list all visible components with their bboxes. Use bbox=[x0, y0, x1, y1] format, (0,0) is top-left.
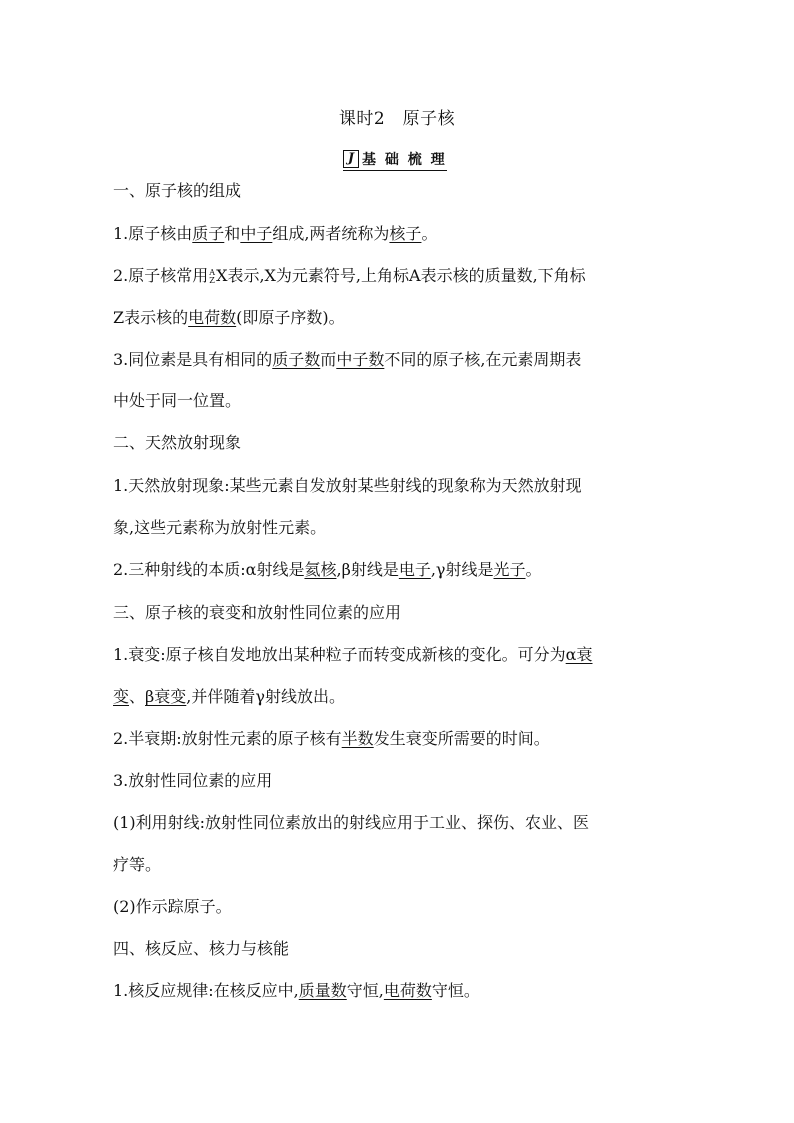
answer-underlined: 质量数 bbox=[298, 981, 347, 1000]
text-segment: 三、原子核的衰变和放射性同位素的应用 bbox=[113, 603, 402, 622]
text-line bbox=[113, 813, 685, 833]
text-segment: ,并伴随着γ射线放出。 bbox=[186, 687, 345, 706]
text-segment: (2)作示踪原子。 bbox=[113, 897, 232, 916]
text-segment: 。 bbox=[525, 560, 542, 579]
text-line bbox=[113, 476, 685, 496]
text-segment: 2.原子核常用 bbox=[113, 266, 209, 285]
answer-underlined: 中子数 bbox=[336, 350, 385, 369]
answer-underlined: 核子 bbox=[389, 224, 422, 243]
text-segment: 不同的原子核,在元素周期表 bbox=[384, 350, 582, 369]
section-heading bbox=[113, 939, 685, 959]
text-segment: 1.天然放射现象:某些元素自发放射某些射线的现象称为天然放射现 bbox=[113, 476, 582, 495]
text-line bbox=[113, 897, 685, 917]
text-segment: 和 bbox=[224, 224, 241, 243]
text-line bbox=[113, 266, 685, 286]
text-line bbox=[113, 308, 685, 328]
answer-underlined: 中子 bbox=[240, 224, 273, 243]
answer-underlined: 质子 bbox=[192, 224, 225, 243]
text-line bbox=[113, 560, 685, 580]
text-line bbox=[113, 645, 685, 665]
text-segment: 疗等。 bbox=[113, 855, 162, 874]
text-segment: 2.半衰期:放射性元素的原子核有 bbox=[113, 729, 342, 748]
text-segment: 。 bbox=[421, 224, 438, 243]
text-line bbox=[113, 855, 685, 875]
answer-underlined: α衰 bbox=[565, 645, 593, 664]
text-segment: 1.核反应规律:在核反应中, bbox=[113, 981, 299, 1000]
text-segment: 表示,X为元素符号,上角标A表示核的质量数,下角标 bbox=[227, 266, 586, 285]
section-heading bbox=[113, 603, 685, 623]
text-segment: 1.原子核由 bbox=[113, 224, 193, 243]
text-segment: 守恒。 bbox=[431, 981, 480, 1000]
lesson-title: 课时2 原子核 bbox=[338, 109, 456, 129]
answer-underlined: 电子 bbox=[398, 560, 431, 579]
text-segment: 、 bbox=[129, 687, 146, 706]
text-line bbox=[113, 391, 685, 411]
text-segment: 2.三种射线的本质:α射线是 bbox=[113, 560, 305, 579]
badge-label: 基 础 梳 理 bbox=[362, 152, 447, 168]
text-line bbox=[113, 687, 685, 707]
text-segment: 1.衰变:原子核自发地放出某种粒子而转变成新核的变化。可分为 bbox=[113, 645, 566, 664]
answer-underlined: β衰变 bbox=[145, 687, 187, 706]
answer-underlined: 质子数 bbox=[272, 350, 321, 369]
section-heading bbox=[113, 181, 685, 201]
text-line bbox=[113, 224, 685, 244]
text-segment: 中处于同一位置。 bbox=[113, 391, 242, 410]
text-segment: 二、天然放射现象 bbox=[113, 433, 242, 452]
answer-underlined: 光子 bbox=[493, 560, 526, 579]
text-line bbox=[113, 981, 685, 1001]
text-segment: (即原子序数)。 bbox=[236, 308, 345, 327]
nuclide-notation: A ZX bbox=[209, 266, 228, 285]
text-segment: Z表示核的 bbox=[113, 308, 189, 327]
text-segment: 四、核反应、核力与核能 bbox=[113, 939, 290, 958]
text-line bbox=[113, 771, 685, 791]
badge-letter-icon: J bbox=[343, 150, 359, 168]
section-heading bbox=[113, 433, 685, 453]
text-segment: 发生衰变所需要的时间。 bbox=[373, 729, 550, 748]
text-segment: 而 bbox=[320, 350, 337, 369]
text-segment: 守恒, bbox=[346, 981, 384, 1000]
section-badge bbox=[343, 148, 447, 171]
answer-underlined: 电荷数 bbox=[383, 981, 432, 1000]
text-segment: (1)利用射线:放射性同位素放出的射线应用于工业、探伤、农业、医 bbox=[113, 813, 590, 832]
text-segment: 象,这些元素称为放射性元素。 bbox=[113, 518, 327, 537]
answer-underlined: 氦核 bbox=[304, 560, 337, 579]
text-line bbox=[113, 518, 685, 538]
text-line bbox=[113, 350, 685, 370]
answer-underlined: 变 bbox=[113, 687, 130, 706]
text-segment: 3.同位素是具有相同的 bbox=[113, 350, 273, 369]
answer-underlined: 电荷数 bbox=[188, 308, 237, 327]
text-segment: 一、原子核的组成 bbox=[113, 181, 242, 200]
text-line bbox=[113, 729, 685, 749]
text-segment: 3.放射性同位素的应用 bbox=[113, 771, 273, 790]
answer-underlined: 半数 bbox=[341, 729, 374, 748]
text-segment: ,β射线是 bbox=[336, 560, 399, 579]
text-segment: 组成,两者统称为 bbox=[272, 224, 390, 243]
text-segment: ,γ射线是 bbox=[430, 560, 494, 579]
